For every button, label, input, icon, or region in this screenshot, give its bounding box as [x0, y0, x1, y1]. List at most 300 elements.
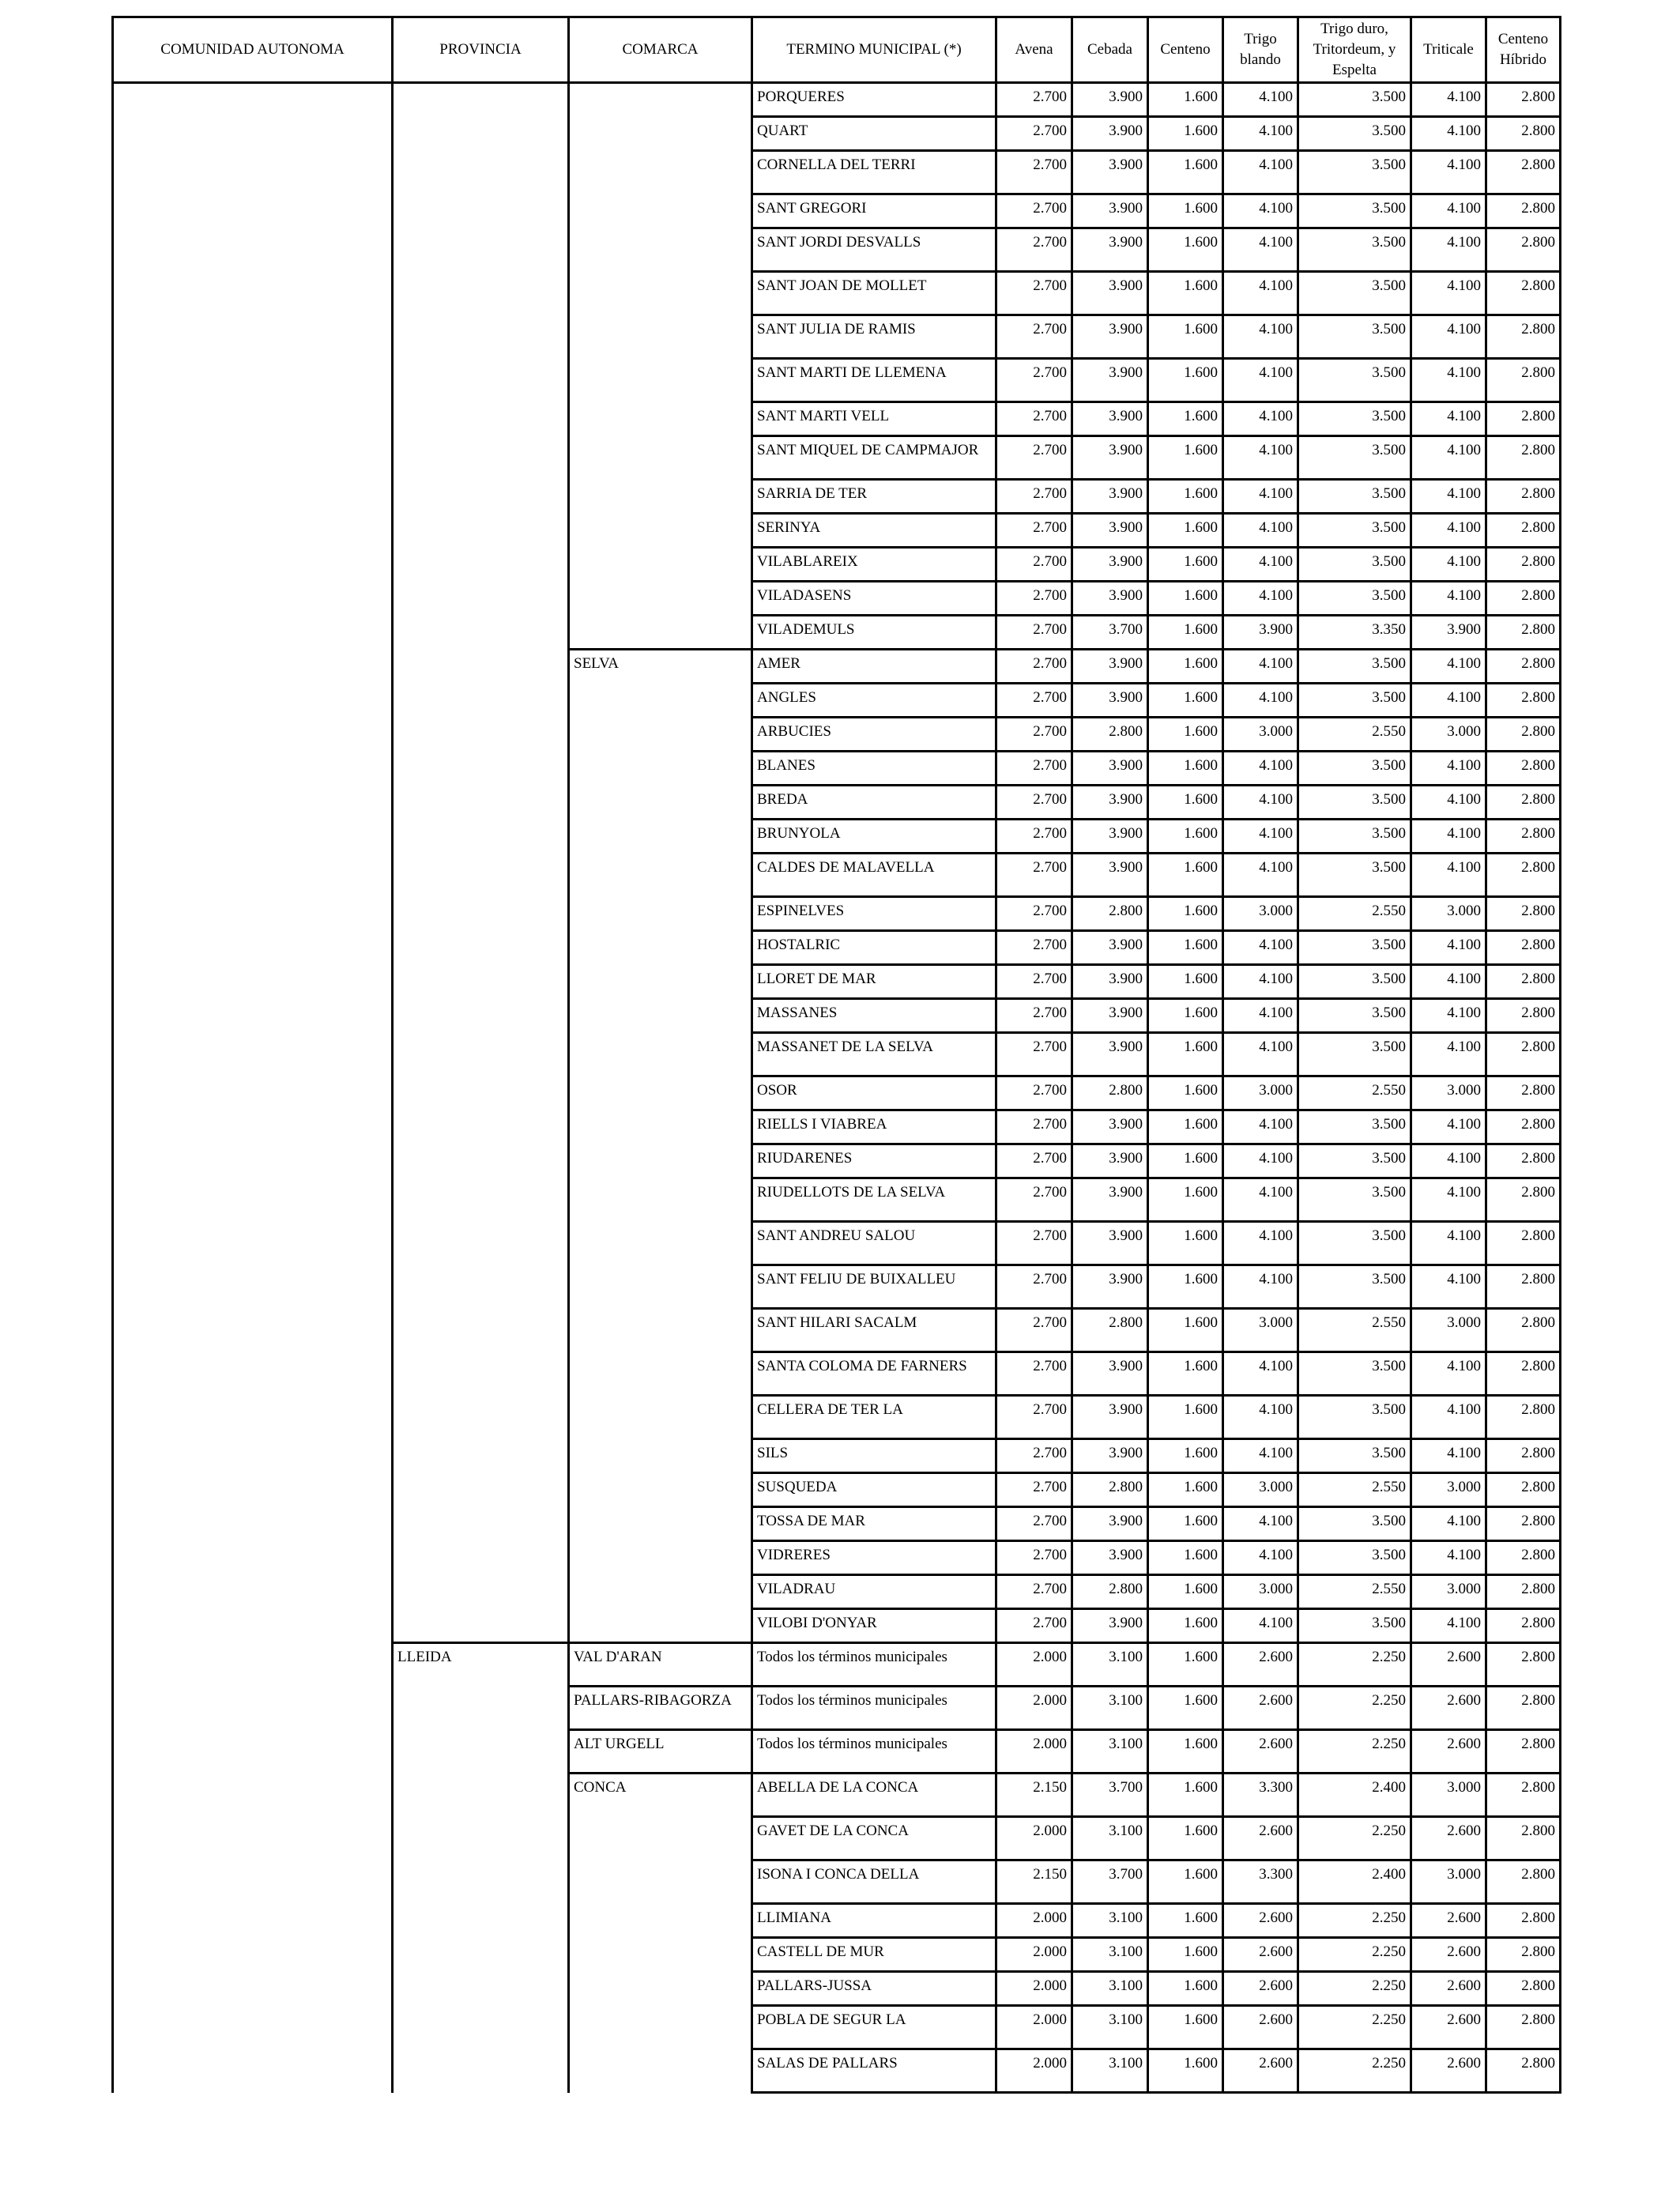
comarca-cell	[569, 1575, 752, 1609]
termino-cell: SUSQUEDA	[752, 1473, 996, 1507]
centeno-hibrido-cell: 2.800	[1486, 1033, 1561, 1076]
centeno-hibrido-cell: 2.800	[1486, 436, 1561, 480]
provincia-cell	[393, 1817, 569, 1860]
termino-cell: HOSTALRIC	[752, 931, 996, 965]
centeno-cell: 1.600	[1148, 1222, 1223, 1265]
trigo-duro-cell: 3.500	[1298, 1144, 1411, 1178]
centeno-hibrido-cell: 2.800	[1486, 117, 1561, 151]
termino-cell: BREDA	[752, 786, 996, 820]
termino-cell: ARBUCIES	[752, 718, 996, 752]
provincia-cell	[393, 897, 569, 931]
table-row	[113, 1352, 1561, 1396]
comarca-cell	[569, 1541, 752, 1575]
table-row	[113, 684, 1561, 718]
comunidad-cell	[113, 965, 393, 999]
header-row	[113, 17, 1561, 83]
triticale-cell: 2.600	[1411, 1643, 1486, 1687]
comarca-cell	[569, 1110, 752, 1144]
cebada-cell: 3.900	[1072, 402, 1148, 436]
avena-cell: 2.700	[996, 359, 1072, 402]
trigo-blando-cell: 2.600	[1223, 1643, 1298, 1687]
provincia-cell	[393, 684, 569, 718]
trigo-blando-cell: 4.100	[1223, 752, 1298, 786]
centeno-cell: 1.600	[1148, 1643, 1223, 1687]
centeno-hibrido-cell: 2.800	[1486, 1352, 1561, 1396]
triticale-cell: 4.100	[1411, 1222, 1486, 1265]
centeno-hibrido-cell: 2.800	[1486, 194, 1561, 228]
comunidad-cell	[113, 402, 393, 436]
cebada-cell: 3.900	[1072, 1144, 1148, 1178]
centeno-cell: 1.600	[1148, 315, 1223, 359]
trigo-blando-cell: 4.100	[1223, 359, 1298, 402]
comunidad-cell	[113, 1609, 393, 1643]
comunidad-cell	[113, 786, 393, 820]
provincia-cell	[393, 1860, 569, 1904]
triticale-cell: 2.600	[1411, 2049, 1486, 2093]
centeno-hibrido-cell: 2.800	[1486, 83, 1561, 117]
provincia-cell	[393, 718, 569, 752]
cebada-cell: 3.100	[1072, 2049, 1148, 2093]
triticale-cell: 4.100	[1411, 480, 1486, 514]
avena-cell: 2.150	[996, 1860, 1072, 1904]
triticale-cell: 3.900	[1411, 616, 1486, 650]
table-row	[113, 117, 1561, 151]
comunidad-cell	[113, 1817, 393, 1860]
avena-cell: 2.000	[996, 2006, 1072, 2049]
provincia-cell	[393, 616, 569, 650]
avena-cell: 2.700	[996, 315, 1072, 359]
comunidad-cell	[113, 480, 393, 514]
triticale-cell: 4.100	[1411, 854, 1486, 897]
avena-cell: 2.000	[996, 1904, 1072, 1938]
trigo-duro-cell: 3.500	[1298, 999, 1411, 1033]
triticale-cell: 4.100	[1411, 272, 1486, 315]
comarca-cell	[569, 1076, 752, 1110]
comarca-cell	[569, 1265, 752, 1309]
trigo-duro-cell: 2.250	[1298, 1904, 1411, 1938]
avena-cell: 2.700	[996, 1352, 1072, 1396]
avena-cell: 2.700	[996, 514, 1072, 548]
comunidad-cell	[113, 582, 393, 616]
trigo-blando-cell: 4.100	[1223, 514, 1298, 548]
centeno-hibrido-cell: 2.800	[1486, 1541, 1561, 1575]
col-header-trigo-blando: Trigo blando	[1223, 17, 1298, 83]
centeno-cell: 1.600	[1148, 1860, 1223, 1904]
cebada-cell: 3.900	[1072, 315, 1148, 359]
centeno-cell: 1.600	[1148, 897, 1223, 931]
centeno-cell: 1.600	[1148, 1439, 1223, 1473]
avena-cell: 2.700	[996, 272, 1072, 315]
centeno-hibrido-cell: 2.800	[1486, 1643, 1561, 1687]
table-row	[113, 315, 1561, 359]
cebada-cell: 3.900	[1072, 1507, 1148, 1541]
trigo-duro-cell: 3.500	[1298, 1439, 1411, 1473]
comunidad-cell	[113, 1938, 393, 1972]
trigo-blando-cell: 3.000	[1223, 1076, 1298, 1110]
centeno-cell: 1.600	[1148, 1609, 1223, 1643]
provincia-cell	[393, 514, 569, 548]
centeno-cell: 1.600	[1148, 999, 1223, 1033]
trigo-duro-cell: 2.400	[1298, 1860, 1411, 1904]
comunidad-cell	[113, 1309, 393, 1352]
table-row	[113, 1687, 1561, 1730]
trigo-blando-cell: 4.100	[1223, 272, 1298, 315]
trigo-blando-cell: 2.600	[1223, 2006, 1298, 2049]
provincia-cell	[393, 83, 569, 117]
triticale-cell: 4.100	[1411, 228, 1486, 272]
table-row	[113, 1439, 1561, 1473]
comarca-cell	[569, 1178, 752, 1222]
trigo-duro-cell: 3.500	[1298, 1110, 1411, 1144]
table-row	[113, 1265, 1561, 1309]
avena-cell: 2.700	[996, 1609, 1072, 1643]
triticale-cell: 4.100	[1411, 752, 1486, 786]
cebada-cell: 3.900	[1072, 1352, 1148, 1396]
table-row	[113, 1396, 1561, 1439]
triticale-cell: 4.100	[1411, 1265, 1486, 1309]
comarca-cell: CONCA	[569, 1774, 752, 1817]
trigo-duro-cell: 2.250	[1298, 2049, 1411, 2093]
centeno-cell: 1.600	[1148, 718, 1223, 752]
comunidad-cell	[113, 2006, 393, 2049]
avena-cell: 2.700	[996, 1541, 1072, 1575]
trigo-duro-cell: 2.250	[1298, 1817, 1411, 1860]
termino-cell: SANT MARTI VELL	[752, 402, 996, 436]
table-row	[113, 1609, 1561, 1643]
triticale-cell: 4.100	[1411, 1439, 1486, 1473]
cebada-cell: 3.700	[1072, 1860, 1148, 1904]
avena-cell: 2.700	[996, 83, 1072, 117]
trigo-blando-cell: 2.600	[1223, 1904, 1298, 1938]
trigo-blando-cell: 4.100	[1223, 117, 1298, 151]
centeno-hibrido-cell: 2.800	[1486, 1774, 1561, 1817]
centeno-cell: 1.600	[1148, 83, 1223, 117]
col-header-comunidad: COMUNIDAD AUTONOMA	[113, 17, 393, 83]
provincia-cell	[393, 820, 569, 854]
col-header-triticale: Triticale	[1411, 17, 1486, 83]
termino-cell: MASSANET DE LA SELVA	[752, 1033, 996, 1076]
cebada-cell: 3.100	[1072, 1817, 1148, 1860]
termino-cell: TOSSA DE MAR	[752, 1507, 996, 1541]
table-row	[113, 786, 1561, 820]
centeno-hibrido-cell: 2.800	[1486, 1609, 1561, 1643]
avena-cell: 2.000	[996, 1938, 1072, 1972]
table-row	[113, 616, 1561, 650]
table-row	[113, 359, 1561, 402]
comarca-cell	[569, 965, 752, 999]
termino-cell: Todos los términos municipales	[752, 1687, 996, 1730]
comunidad-cell	[113, 83, 393, 117]
avena-cell: 2.700	[996, 228, 1072, 272]
triticale-cell: 4.100	[1411, 83, 1486, 117]
trigo-duro-cell: 2.250	[1298, 1730, 1411, 1774]
centeno-cell: 1.600	[1148, 117, 1223, 151]
cebada-cell: 2.800	[1072, 1575, 1148, 1609]
termino-cell: VILADRAU	[752, 1575, 996, 1609]
centeno-cell: 1.600	[1148, 1473, 1223, 1507]
triticale-cell: 2.600	[1411, 2006, 1486, 2049]
trigo-duro-cell: 3.500	[1298, 931, 1411, 965]
comunidad-cell	[113, 1144, 393, 1178]
cebada-cell: 3.900	[1072, 151, 1148, 194]
trigo-duro-cell: 2.250	[1298, 2006, 1411, 2049]
triticale-cell: 4.100	[1411, 1033, 1486, 1076]
trigo-blando-cell: 4.100	[1223, 194, 1298, 228]
termino-cell: SANT MIQUEL DE CAMPMAJOR	[752, 436, 996, 480]
trigo-duro-cell: 3.350	[1298, 616, 1411, 650]
col-header-avena: Avena	[996, 17, 1072, 83]
centeno-hibrido-cell: 2.800	[1486, 999, 1561, 1033]
centeno-hibrido-cell: 2.800	[1486, 402, 1561, 436]
provincia-cell	[393, 965, 569, 999]
table-row	[113, 228, 1561, 272]
comunidad-cell	[113, 1473, 393, 1507]
triticale-cell: 3.000	[1411, 897, 1486, 931]
avena-cell: 2.700	[996, 1473, 1072, 1507]
provincia-cell	[393, 1110, 569, 1144]
triticale-cell: 4.100	[1411, 1144, 1486, 1178]
centeno-hibrido-cell: 2.800	[1486, 616, 1561, 650]
trigo-duro-cell: 2.400	[1298, 1774, 1411, 1817]
comunidad-cell	[113, 897, 393, 931]
table-row	[113, 1222, 1561, 1265]
avena-cell: 2.700	[996, 151, 1072, 194]
trigo-blando-cell: 4.100	[1223, 1110, 1298, 1144]
comunidad-cell	[113, 1774, 393, 1817]
trigo-blando-cell: 3.300	[1223, 1860, 1298, 1904]
comarca-cell	[569, 999, 752, 1033]
comarca-cell	[569, 1033, 752, 1076]
comarca-cell	[569, 436, 752, 480]
cebada-cell: 3.900	[1072, 999, 1148, 1033]
trigo-duro-cell: 2.550	[1298, 1076, 1411, 1110]
trigo-duro-cell: 3.500	[1298, 1222, 1411, 1265]
comarca-cell	[569, 151, 752, 194]
provincia-cell	[393, 228, 569, 272]
trigo-blando-cell: 4.100	[1223, 480, 1298, 514]
centeno-cell: 1.600	[1148, 1076, 1223, 1110]
avena-cell: 2.000	[996, 1730, 1072, 1774]
comunidad-cell	[113, 194, 393, 228]
trigo-duro-cell: 3.500	[1298, 83, 1411, 117]
triticale-cell: 4.100	[1411, 999, 1486, 1033]
trigo-duro-cell: 3.500	[1298, 650, 1411, 684]
provincia-cell	[393, 1730, 569, 1774]
provincia-cell	[393, 854, 569, 897]
cebada-cell: 3.900	[1072, 582, 1148, 616]
centeno-cell: 1.600	[1148, 548, 1223, 582]
avena-cell: 2.700	[996, 1265, 1072, 1309]
table-row	[113, 480, 1561, 514]
avena-cell: 2.700	[996, 1396, 1072, 1439]
avena-cell: 2.700	[996, 616, 1072, 650]
table-row	[113, 548, 1561, 582]
provincia-cell	[393, 436, 569, 480]
centeno-hibrido-cell: 2.800	[1486, 1144, 1561, 1178]
cebada-cell: 3.900	[1072, 228, 1148, 272]
trigo-blando-cell: 2.600	[1223, 1817, 1298, 1860]
centeno-hibrido-cell: 2.800	[1486, 582, 1561, 616]
comarca-cell	[569, 2006, 752, 2049]
comarca-cell	[569, 616, 752, 650]
termino-cell: CALDES DE MALAVELLA	[752, 854, 996, 897]
cebada-cell: 3.900	[1072, 854, 1148, 897]
provincia-cell	[393, 1938, 569, 1972]
centeno-hibrido-cell: 2.800	[1486, 1076, 1561, 1110]
comunidad-cell	[113, 315, 393, 359]
trigo-blando-cell: 4.100	[1223, 436, 1298, 480]
trigo-blando-cell: 3.000	[1223, 897, 1298, 931]
provincia-cell	[393, 117, 569, 151]
centeno-cell: 1.600	[1148, 684, 1223, 718]
triticale-cell: 2.600	[1411, 1904, 1486, 1938]
comunidad-cell	[113, 1396, 393, 1439]
trigo-blando-cell: 4.100	[1223, 1507, 1298, 1541]
centeno-cell: 1.600	[1148, 650, 1223, 684]
comarca-cell: ALT URGELL	[569, 1730, 752, 1774]
termino-cell: ISONA I CONCA DELLA	[752, 1860, 996, 1904]
avena-cell: 2.700	[996, 1076, 1072, 1110]
table-row	[113, 752, 1561, 786]
centeno-cell: 1.600	[1148, 1938, 1223, 1972]
comunidad-cell	[113, 718, 393, 752]
termino-cell: SANT ANDREU SALOU	[752, 1222, 996, 1265]
termino-cell: SANT FELIU DE BUIXALLEU	[752, 1265, 996, 1309]
comarca-cell	[569, 402, 752, 436]
avena-cell: 2.150	[996, 1774, 1072, 1817]
cebada-cell: 3.900	[1072, 1541, 1148, 1575]
termino-cell: SANT HILARI SACALM	[752, 1309, 996, 1352]
cebada-cell: 3.700	[1072, 1774, 1148, 1817]
comarca-cell	[569, 1439, 752, 1473]
centeno-cell: 1.600	[1148, 1265, 1223, 1309]
comunidad-cell	[113, 1222, 393, 1265]
trigo-blando-cell: 2.600	[1223, 2049, 1298, 2093]
avena-cell: 2.700	[996, 650, 1072, 684]
centeno-cell: 1.600	[1148, 931, 1223, 965]
centeno-hibrido-cell: 2.800	[1486, 1817, 1561, 1860]
termino-cell: RIELLS I VIABREA	[752, 1110, 996, 1144]
trigo-duro-cell: 2.250	[1298, 1687, 1411, 1730]
triticale-cell: 3.000	[1411, 1860, 1486, 1904]
comunidad-cell	[113, 1033, 393, 1076]
centeno-cell: 1.600	[1148, 582, 1223, 616]
avena-cell: 2.700	[996, 854, 1072, 897]
trigo-blando-cell: 4.100	[1223, 1033, 1298, 1076]
trigo-blando-cell: 3.000	[1223, 1575, 1298, 1609]
triticale-cell: 4.100	[1411, 117, 1486, 151]
trigo-blando-cell: 4.100	[1223, 820, 1298, 854]
triticale-cell: 4.100	[1411, 1396, 1486, 1439]
comunidad-cell	[113, 999, 393, 1033]
trigo-duro-cell: 3.500	[1298, 480, 1411, 514]
trigo-duro-cell: 3.500	[1298, 436, 1411, 480]
cebada-cell: 3.900	[1072, 272, 1148, 315]
table-row	[113, 436, 1561, 480]
comarca-cell	[569, 272, 752, 315]
triticale-cell: 4.100	[1411, 1609, 1486, 1643]
termino-cell: VILADASENS	[752, 582, 996, 616]
provincia-cell	[393, 931, 569, 965]
table-row	[113, 1309, 1561, 1352]
table-row	[113, 194, 1561, 228]
trigo-blando-cell: 4.100	[1223, 1439, 1298, 1473]
centeno-cell: 1.600	[1148, 2049, 1223, 2093]
trigo-blando-cell: 3.000	[1223, 1473, 1298, 1507]
avena-cell: 2.700	[996, 786, 1072, 820]
termino-cell: SANT JULIA DE RAMIS	[752, 315, 996, 359]
comunidad-cell	[113, 1541, 393, 1575]
centeno-hibrido-cell: 2.800	[1486, 514, 1561, 548]
provincia-cell	[393, 315, 569, 359]
centeno-hibrido-cell: 2.800	[1486, 1178, 1561, 1222]
avena-cell: 2.700	[996, 1439, 1072, 1473]
cebada-cell: 3.900	[1072, 359, 1148, 402]
triticale-cell: 3.000	[1411, 718, 1486, 752]
termino-cell: SANT JORDI DESVALLS	[752, 228, 996, 272]
trigo-duro-cell: 3.500	[1298, 1178, 1411, 1222]
trigo-blando-cell: 3.000	[1223, 718, 1298, 752]
cebada-cell: 3.100	[1072, 1938, 1148, 1972]
termino-cell: VIDRERES	[752, 1541, 996, 1575]
comarca-cell	[569, 1860, 752, 1904]
col-header-centeno: Centeno	[1148, 17, 1223, 83]
trigo-blando-cell: 4.100	[1223, 650, 1298, 684]
comunidad-cell	[113, 1643, 393, 1687]
centeno-hibrido-cell: 2.800	[1486, 1265, 1561, 1309]
table-row	[113, 854, 1561, 897]
termino-cell: RIUDARENES	[752, 1144, 996, 1178]
triticale-cell: 4.100	[1411, 436, 1486, 480]
centeno-cell: 1.600	[1148, 1575, 1223, 1609]
avena-cell: 2.700	[996, 999, 1072, 1033]
comarca-cell	[569, 1396, 752, 1439]
trigo-duro-cell: 3.500	[1298, 402, 1411, 436]
table-row	[113, 650, 1561, 684]
avena-cell: 2.700	[996, 1033, 1072, 1076]
comunidad-cell	[113, 820, 393, 854]
trigo-blando-cell: 3.900	[1223, 616, 1298, 650]
comunidad-cell	[113, 684, 393, 718]
centeno-hibrido-cell: 2.800	[1486, 2006, 1561, 2049]
provincia-cell: LLEIDA	[393, 1643, 569, 1687]
cebada-cell: 3.900	[1072, 436, 1148, 480]
trigo-blando-cell: 2.600	[1223, 1972, 1298, 2006]
comarca-cell	[569, 117, 752, 151]
triticale-cell: 3.000	[1411, 1076, 1486, 1110]
avena-cell: 2.700	[996, 1507, 1072, 1541]
trigo-duro-cell: 3.500	[1298, 272, 1411, 315]
provincia-cell	[393, 548, 569, 582]
comunidad-cell	[113, 117, 393, 151]
trigo-blando-cell: 3.000	[1223, 1309, 1298, 1352]
trigo-blando-cell: 4.100	[1223, 1178, 1298, 1222]
trigo-duro-cell: 3.500	[1298, 752, 1411, 786]
trigo-blando-cell: 4.100	[1223, 931, 1298, 965]
comunidad-cell	[113, 151, 393, 194]
centeno-cell: 1.600	[1148, 1774, 1223, 1817]
termino-cell: RIUDELLOTS DE LA SELVA	[752, 1178, 996, 1222]
centeno-hibrido-cell: 2.800	[1486, 1575, 1561, 1609]
cebada-cell: 2.800	[1072, 1076, 1148, 1110]
provincia-cell	[393, 1507, 569, 1541]
avena-cell: 2.000	[996, 2049, 1072, 2093]
centeno-cell: 1.600	[1148, 436, 1223, 480]
comunidad-cell	[113, 1178, 393, 1222]
comarca-cell	[569, 1609, 752, 1643]
centeno-hibrido-cell: 2.800	[1486, 752, 1561, 786]
centeno-hibrido-cell: 2.800	[1486, 965, 1561, 999]
